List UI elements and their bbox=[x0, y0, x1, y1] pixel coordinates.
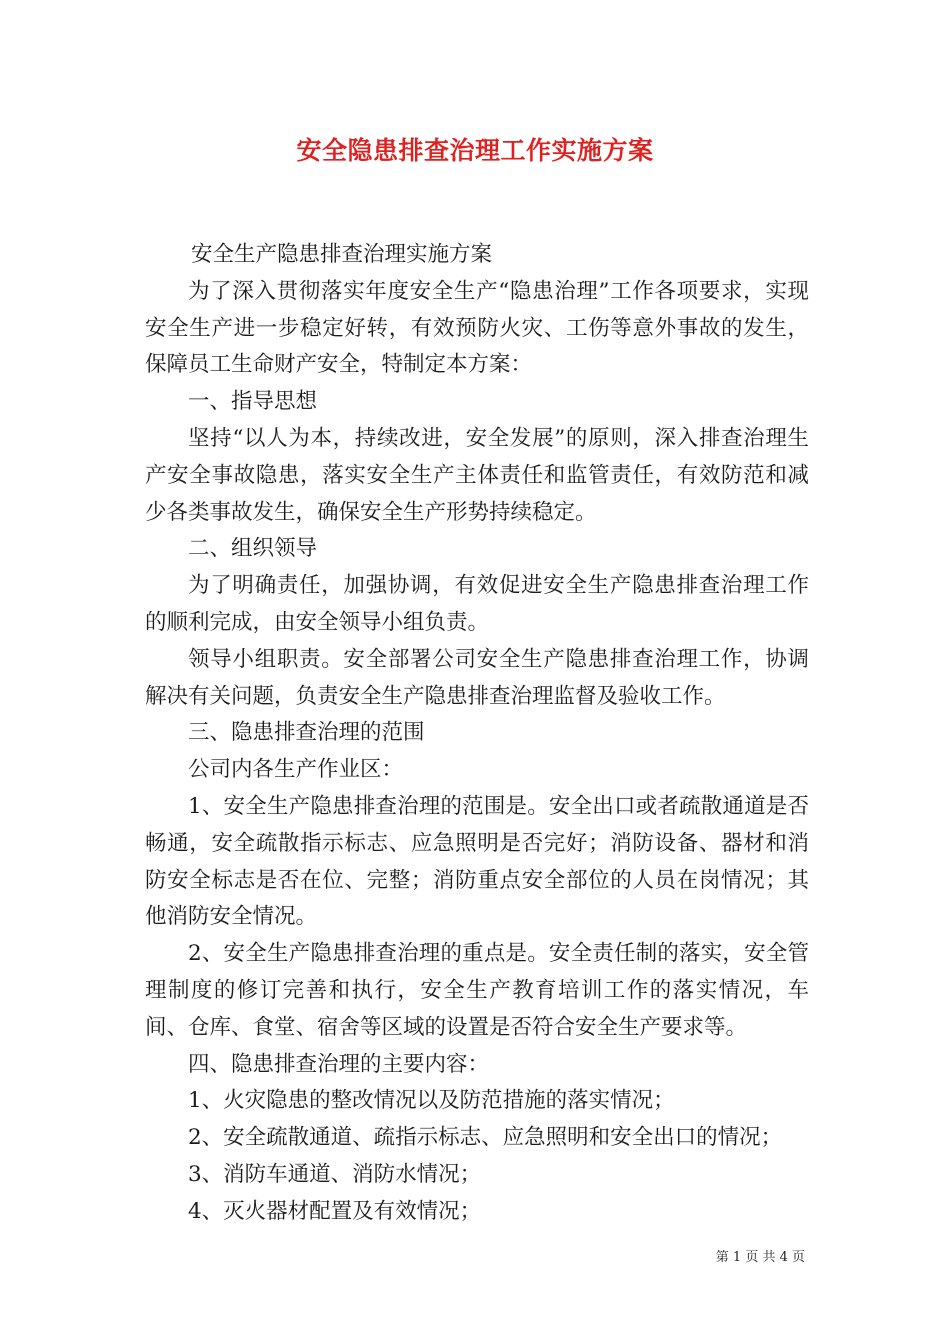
document-title: 安全隐患排查治理工作实施方案 bbox=[296, 136, 654, 165]
section-heading: 三、隐患排查治理的范围 bbox=[188, 720, 425, 746]
section-heading: 二、组织领导 bbox=[188, 536, 318, 562]
list-item: 1、安全生产隐患排查治理的范围是。安全出口或者疏散通道是否畅通，安全疏散指示标志、应急照明是否完好；消防设备、器材和消防安全标志是否在位、完整；消防重点安全部位的人员在岗情况；其他消防安全情况。 bbox=[145, 793, 809, 930]
page-number: 第 1 页 共 4 页 bbox=[715, 1250, 805, 1265]
document-body bbox=[145, 237, 809, 1231]
body-paragraph: 坚持“以人为本，持续改进，安全发展”的原则，深入排查治理生产安全事故隐患，落实安全生产主体责任和监管责任，有效防范和减少各类事故发生，确保安全生产形势持续稳定。 bbox=[145, 425, 809, 525]
intro-paragraph: 为了深入贯彻落实年度安全生产“隐患治理”工作各项要求，实现安全生产进一步稳定好转，有效预防火灾、工伤等意外事故的发生，保障员工生命财产安全，特制定本方案： bbox=[145, 278, 809, 378]
section-heading: 一、指导思想 bbox=[188, 389, 318, 415]
body-paragraph: 领导小组职责。安全部署公司安全生产隐患排查治理工作，协调解决有关问题，负责安全生产隐患排查治理监督及验收工作。 bbox=[145, 646, 809, 709]
list-item: 2、安全疏散通道、疏指示标志、应急照明和安全出口的情况； bbox=[188, 1125, 783, 1151]
list-item: 4、灭火器材配置及有效情况； bbox=[188, 1198, 482, 1224]
subtitle-paragraph: 安全生产隐患排查治理实施方案 bbox=[191, 242, 493, 267]
section-heading: 四、隐患排查治理的主要内容： bbox=[188, 1051, 490, 1077]
body-paragraph: 为了明确责任，加强协调，有效促进安全生产隐患排查治理工作的顺利完成，由安全领导小组负责。 bbox=[145, 573, 809, 635]
list-item: 3、消防车通道、消防水情况； bbox=[188, 1161, 482, 1187]
list-item: 2、安全生产隐患排查治理的重点是。安全责任制的落实，安全管理制度的修订完善和执行，安全生产教育培训工作的落实情况，车间、仓库、食堂、宿舍等区域的设置是否符合安全生产要求等。 bbox=[145, 941, 809, 1040]
body-paragraph: 公司内各生产作业区： bbox=[188, 757, 404, 783]
list-item: 1、火灾隐患的整改情况以及防范措施的落实情况； bbox=[188, 1088, 675, 1114]
